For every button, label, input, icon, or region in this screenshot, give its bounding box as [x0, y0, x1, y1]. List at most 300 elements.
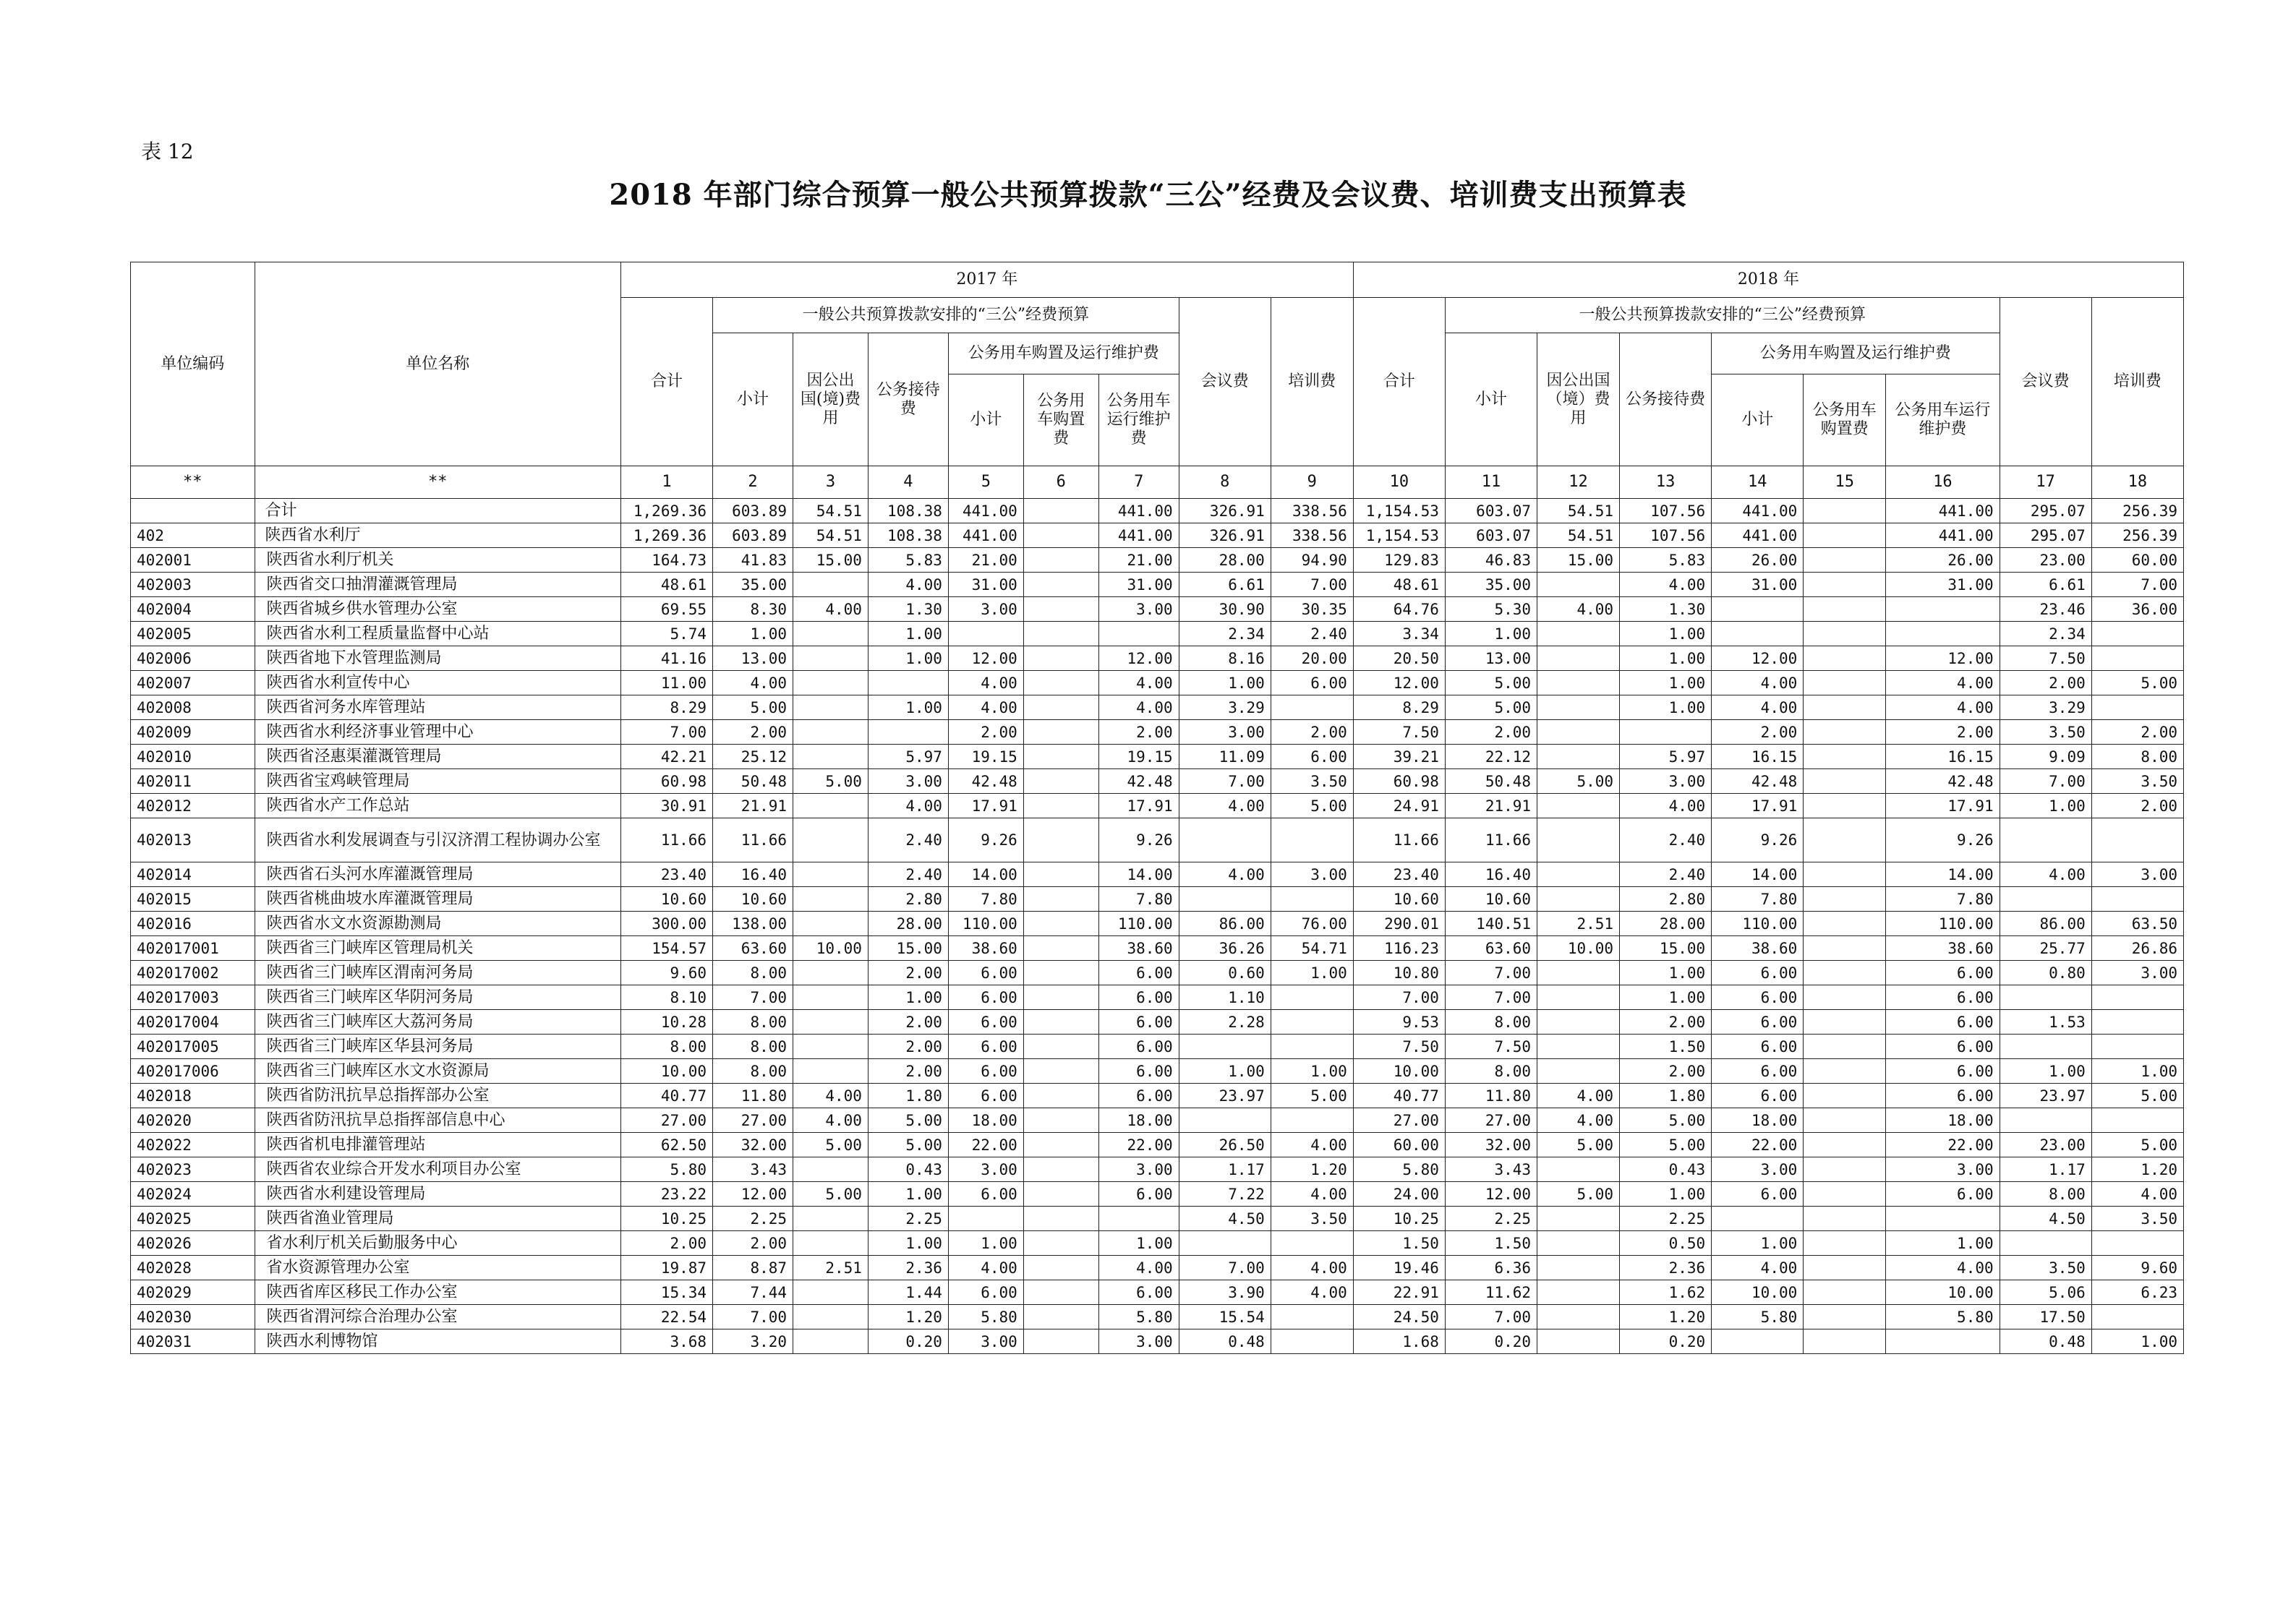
value-cell: 1.00 [1620, 646, 1712, 671]
value-cell: 10.60 [1445, 887, 1537, 912]
value-cell: 11.62 [1445, 1280, 1537, 1305]
value-cell [1023, 794, 1098, 818]
value-cell: 7.00 [1179, 769, 1271, 794]
value-cell: 23.00 [2000, 548, 2091, 573]
value-cell: 1.50 [1620, 1035, 1712, 1059]
value-cell: 25.12 [713, 745, 793, 769]
value-cell [1098, 1207, 1179, 1231]
column-index-cell: 10 [1353, 466, 1445, 499]
unit-code-cell: 402003 [131, 573, 255, 597]
value-cell: 1.30 [1620, 597, 1712, 622]
value-cell: 54.51 [793, 499, 869, 523]
value-cell: 2.40 [1620, 818, 1712, 862]
value-cell [1886, 622, 2000, 646]
value-cell: 0.48 [2000, 1329, 2091, 1354]
value-cell: 10.28 [620, 1010, 712, 1035]
value-cell: 140.51 [1445, 912, 1537, 936]
value-cell: 42.48 [1712, 769, 1804, 794]
value-cell: 41.16 [620, 646, 712, 671]
value-cell: 86.00 [1179, 912, 1271, 936]
value-cell: 6.00 [1098, 961, 1179, 985]
value-cell [1023, 1035, 1098, 1059]
value-cell [793, 671, 869, 695]
value-cell [1023, 597, 1098, 622]
unit-name-cell: 陕西省水利发展调查与引汉济渭工程协调办公室 [255, 818, 620, 862]
value-cell: 8.00 [713, 1059, 793, 1084]
value-cell: 11.80 [1445, 1084, 1537, 1108]
value-cell: 4.50 [2000, 1207, 2091, 1231]
value-cell: 5.80 [1886, 1305, 2000, 1329]
value-cell [793, 646, 869, 671]
value-cell: 1.00 [868, 695, 948, 720]
value-cell [1023, 1329, 1098, 1354]
value-cell: 1.30 [868, 597, 948, 622]
unit-code-cell: 402020 [131, 1108, 255, 1133]
value-cell: 4.00 [948, 695, 1023, 720]
value-cell: 7.50 [1353, 720, 1445, 745]
value-cell [1537, 961, 1620, 985]
value-cell [1537, 1280, 1620, 1305]
value-cell: 3.00 [948, 597, 1023, 622]
value-cell: 0.20 [1445, 1329, 1537, 1354]
value-cell [793, 695, 869, 720]
value-cell: 23.40 [1353, 862, 1445, 887]
value-cell [1804, 912, 1886, 936]
value-cell: 5.00 [2091, 671, 2183, 695]
value-cell: 1.00 [948, 1231, 1023, 1256]
value-cell [1179, 1231, 1271, 1256]
value-cell: 13.00 [713, 646, 793, 671]
value-cell: 2.00 [1886, 720, 2000, 745]
value-cell: 8.00 [2091, 745, 2183, 769]
value-cell [1537, 985, 1620, 1010]
value-cell: 18.00 [1712, 1108, 1804, 1133]
value-cell: 12.00 [948, 646, 1023, 671]
value-cell: 7.50 [2000, 646, 2091, 671]
value-cell: 16.40 [713, 862, 793, 887]
unit-name-cell: 陕西省渭河综合治理办公室 [255, 1305, 620, 1329]
value-cell [1804, 1231, 1886, 1256]
value-cell [1023, 961, 1098, 985]
value-cell: 12.00 [713, 1182, 793, 1207]
value-cell: 2.00 [2091, 720, 2183, 745]
unit-name-cell: 陕西省石头河水库灌溉管理局 [255, 862, 620, 887]
value-cell [1271, 1010, 1353, 1035]
value-cell: 9.26 [1886, 818, 2000, 862]
value-cell: 5.97 [868, 745, 948, 769]
value-cell: 35.00 [713, 573, 793, 597]
value-cell: 4.00 [2091, 1182, 2183, 1207]
value-cell [948, 622, 1023, 646]
unit-code-cell: 402013 [131, 818, 255, 862]
unit-name-cell: 陕西水利博物馆 [255, 1329, 620, 1354]
value-cell [2091, 622, 2183, 646]
value-cell [1804, 720, 1886, 745]
value-cell: 6.23 [2091, 1280, 2183, 1305]
value-cell: 4.00 [1886, 1256, 2000, 1280]
table-row [131, 769, 2184, 794]
value-cell: 5.74 [620, 622, 712, 646]
value-cell: 8.00 [713, 1035, 793, 1059]
value-cell [1804, 1157, 1886, 1182]
unit-code-cell: 402022 [131, 1133, 255, 1157]
value-cell: 31.00 [948, 573, 1023, 597]
value-cell: 1.00 [1620, 622, 1712, 646]
value-cell: 2.00 [948, 720, 1023, 745]
value-cell: 5.00 [1271, 1084, 1353, 1108]
value-cell: 2.25 [1620, 1207, 1712, 1231]
column-index-cell: 3 [793, 466, 869, 499]
unit-code-cell: 402001 [131, 548, 255, 573]
value-cell: 10.25 [620, 1207, 712, 1231]
value-cell: 31.00 [1098, 573, 1179, 597]
unit-code-cell: 402007 [131, 671, 255, 695]
value-cell: 11.80 [713, 1084, 793, 1108]
unit-name-cell: 陕西省水利厅 [255, 523, 620, 548]
value-cell [1179, 1108, 1271, 1133]
value-cell: 48.61 [1353, 573, 1445, 597]
value-cell [1271, 1329, 1353, 1354]
value-cell: 441.00 [948, 523, 1023, 548]
value-cell: 17.91 [948, 794, 1023, 818]
value-cell [1886, 1207, 2000, 1231]
unit-name-cell: 陕西省水利宣传中心 [255, 671, 620, 695]
value-cell: 326.91 [1179, 499, 1271, 523]
header-2017-abroad: 因公出国(境)费用 [793, 333, 869, 466]
value-cell: 7.00 [1445, 1305, 1537, 1329]
value-cell: 23.97 [2000, 1084, 2091, 1108]
value-cell: 441.00 [1886, 523, 2000, 548]
unit-name-cell: 陕西省三门峡库区华县河务局 [255, 1035, 620, 1059]
value-cell: 2.00 [713, 1231, 793, 1256]
value-cell: 40.77 [620, 1084, 712, 1108]
value-cell: 3.50 [2000, 1256, 2091, 1280]
value-cell: 14.00 [1098, 862, 1179, 887]
value-cell [1023, 1207, 1098, 1231]
unit-code-cell: 402006 [131, 646, 255, 671]
unit-code-cell: 402016 [131, 912, 255, 936]
value-cell: 22.91 [1353, 1280, 1445, 1305]
value-cell [793, 1329, 869, 1354]
column-index-cell: 8 [1179, 466, 1271, 499]
value-cell [2000, 818, 2091, 862]
value-cell: 8.10 [620, 985, 712, 1010]
value-cell: 256.39 [2091, 499, 2183, 523]
value-cell: 14.00 [1712, 862, 1804, 887]
value-cell: 6.00 [1271, 671, 1353, 695]
column-index-cell: 15 [1804, 466, 1886, 499]
unit-code-cell [131, 499, 255, 523]
value-cell [1804, 1256, 1886, 1280]
unit-code-cell: 402023 [131, 1157, 255, 1182]
value-cell: 23.40 [620, 862, 712, 887]
header-2017-car-purchase: 公务用车购置费 [1023, 374, 1098, 466]
value-cell [793, 887, 869, 912]
value-cell: 1.20 [1271, 1157, 1353, 1182]
value-cell: 0.43 [868, 1157, 948, 1182]
value-cell [1537, 887, 1620, 912]
value-cell [1804, 818, 1886, 862]
value-cell: 6.00 [948, 1035, 1023, 1059]
value-cell: 6.00 [948, 1182, 1023, 1207]
value-cell: 9.60 [620, 961, 712, 985]
column-index-cell: 11 [1445, 466, 1537, 499]
value-cell: 6.00 [948, 985, 1023, 1010]
value-cell: 1.20 [868, 1305, 948, 1329]
value-cell: 1.00 [1445, 622, 1537, 646]
value-cell: 6.00 [948, 1084, 1023, 1108]
value-cell: 0.80 [2000, 961, 2091, 985]
value-cell: 7.22 [1179, 1182, 1271, 1207]
value-cell: 4.00 [1712, 671, 1804, 695]
value-cell [1023, 720, 1098, 745]
value-cell: 5.00 [2091, 1133, 2183, 1157]
value-cell: 6.00 [1098, 985, 1179, 1010]
table-row [131, 646, 2184, 671]
value-cell [1620, 720, 1712, 745]
value-cell: 6.00 [1712, 1010, 1804, 1035]
unit-name-cell: 陕西省水利经济事业管理中心 [255, 720, 620, 745]
value-cell: 4.00 [1537, 1084, 1620, 1108]
value-cell: 27.00 [620, 1108, 712, 1133]
unit-name-cell: 陕西省水文水资源勘测局 [255, 912, 620, 936]
value-cell: 5.83 [1620, 548, 1712, 573]
value-cell [1804, 1207, 1886, 1231]
value-cell: 15.00 [868, 936, 948, 961]
value-cell: 28.00 [868, 912, 948, 936]
unit-code-cell: 402015 [131, 887, 255, 912]
value-cell: 5.00 [793, 769, 869, 794]
value-cell: 5.00 [793, 1133, 869, 1157]
value-cell: 6.00 [1098, 1010, 1179, 1035]
value-cell: 110.00 [948, 912, 1023, 936]
value-cell: 295.07 [2000, 523, 2091, 548]
value-cell: 1.00 [1620, 695, 1712, 720]
value-cell: 11.00 [620, 671, 712, 695]
value-cell: 1.00 [868, 646, 948, 671]
value-cell: 2.00 [1445, 720, 1537, 745]
header-2018-sangong: 一般公共预算拨款安排的“三公”经费预算 [1445, 298, 2000, 333]
value-cell: 40.77 [1353, 1084, 1445, 1108]
value-cell: 1.00 [1620, 985, 1712, 1010]
value-cell [868, 671, 948, 695]
value-cell [2091, 1231, 2183, 1256]
value-cell [1179, 818, 1271, 862]
value-cell: 1.20 [2091, 1157, 2183, 1182]
value-cell [1023, 936, 1098, 961]
value-cell: 290.01 [1353, 912, 1445, 936]
value-cell [1537, 1207, 1620, 1231]
value-cell: 7.50 [1445, 1035, 1537, 1059]
unit-code-cell: 402 [131, 523, 255, 548]
column-index-cell: 17 [2000, 466, 2091, 499]
value-cell: 6.00 [1098, 1059, 1179, 1084]
value-cell [1804, 862, 1886, 887]
value-cell [1712, 597, 1804, 622]
value-cell: 603.07 [1445, 499, 1537, 523]
value-cell: 1.00 [868, 1231, 948, 1256]
value-cell: 2.40 [868, 818, 948, 862]
value-cell [1804, 769, 1886, 794]
value-cell: 1.44 [868, 1280, 948, 1305]
value-cell: 54.51 [1537, 499, 1620, 523]
value-cell: 4.00 [1620, 794, 1712, 818]
value-cell: 1.00 [1271, 1059, 1353, 1084]
value-cell: 2.51 [793, 1256, 869, 1280]
value-cell: 42.21 [620, 745, 712, 769]
value-cell: 1.00 [1620, 1182, 1712, 1207]
value-cell: 2.00 [620, 1231, 712, 1256]
value-cell: 441.00 [1098, 523, 1179, 548]
value-cell: 21.00 [948, 548, 1023, 573]
value-cell: 6.00 [1712, 1035, 1804, 1059]
value-cell [2091, 985, 2183, 1010]
value-cell: 338.56 [1271, 499, 1353, 523]
value-cell: 26.86 [2091, 936, 2183, 961]
value-cell: 2.36 [1620, 1256, 1712, 1280]
value-cell [1804, 961, 1886, 985]
unit-name-cell: 陕西省城乡供水管理办公室 [255, 597, 620, 622]
value-cell: 24.50 [1353, 1305, 1445, 1329]
value-cell: 3.68 [620, 1329, 712, 1354]
value-cell: 5.00 [1537, 769, 1620, 794]
value-cell: 4.00 [1098, 695, 1179, 720]
value-cell: 2.28 [1179, 1010, 1271, 1035]
value-cell: 3.00 [868, 769, 948, 794]
value-cell [793, 985, 869, 1010]
value-cell: 25.77 [2000, 936, 2091, 961]
value-cell [1023, 1010, 1098, 1035]
value-cell: 9.26 [948, 818, 1023, 862]
value-cell: 22.54 [620, 1305, 712, 1329]
value-cell: 5.00 [1537, 1133, 1620, 1157]
header-2018-total: 合计 [1353, 298, 1445, 466]
value-cell: 4.00 [1271, 1133, 1353, 1157]
value-cell [1804, 745, 1886, 769]
value-cell: 2.00 [868, 1035, 948, 1059]
value-cell: 63.50 [2091, 912, 2183, 936]
value-cell [1179, 887, 1271, 912]
header-2018-car-operation: 公务用车运行维护费 [1886, 374, 2000, 466]
value-cell: 41.83 [713, 548, 793, 573]
value-cell: 64.76 [1353, 597, 1445, 622]
column-index-cell: 12 [1537, 466, 1620, 499]
value-cell: 26.00 [1886, 548, 2000, 573]
value-cell [868, 720, 948, 745]
unit-name-cell: 陕西省防汛抗旱总指挥部信息中心 [255, 1108, 620, 1133]
header-2017-car-operation: 公务用车运行维护费 [1098, 374, 1179, 466]
value-cell [1023, 671, 1098, 695]
column-index-cell: 5 [948, 466, 1023, 499]
unit-code-cell: 402017006 [131, 1059, 255, 1084]
unit-code-cell: 402017005 [131, 1035, 255, 1059]
value-cell [1023, 887, 1098, 912]
value-cell [2000, 1035, 2091, 1059]
unit-code-cell: 402029 [131, 1280, 255, 1305]
value-cell: 107.56 [1620, 499, 1712, 523]
value-cell [1537, 1231, 1620, 1256]
value-cell [1804, 1280, 1886, 1305]
value-cell: 6.00 [1886, 1035, 2000, 1059]
value-cell: 12.00 [1098, 646, 1179, 671]
column-index-cell: ** [131, 466, 255, 499]
table-row [131, 1035, 2184, 1059]
value-cell: 4.00 [1886, 695, 2000, 720]
value-cell [1537, 1157, 1620, 1182]
value-cell: 3.00 [948, 1329, 1023, 1354]
value-cell: 3.00 [2091, 961, 2183, 985]
value-cell: 2.00 [713, 720, 793, 745]
value-cell [1712, 1207, 1804, 1231]
value-cell: 17.91 [1098, 794, 1179, 818]
value-cell: 11.66 [713, 818, 793, 862]
column-index-cell: 14 [1712, 466, 1804, 499]
value-cell [1023, 1108, 1098, 1133]
value-cell: 23.97 [1179, 1084, 1271, 1108]
value-cell: 9.26 [1712, 818, 1804, 862]
value-cell [1804, 1133, 1886, 1157]
value-cell: 6.61 [1179, 573, 1271, 597]
value-cell: 6.00 [1712, 1084, 1804, 1108]
value-cell [793, 862, 869, 887]
value-cell: 6.00 [1886, 1059, 2000, 1084]
value-cell: 1.00 [1620, 961, 1712, 985]
unit-name-cell: 陕西省地下水管理监测局 [255, 646, 620, 671]
value-cell: 16.40 [1445, 862, 1537, 887]
unit-name-cell: 陕西省渔业管理局 [255, 1207, 620, 1231]
value-cell: 326.91 [1179, 523, 1271, 548]
value-cell: 8.00 [1445, 1059, 1537, 1084]
value-cell: 14.00 [948, 862, 1023, 887]
value-cell: 110.00 [1886, 912, 2000, 936]
value-cell: 441.00 [1712, 499, 1804, 523]
value-cell: 4.00 [1271, 1280, 1353, 1305]
value-cell [1271, 1035, 1353, 1059]
value-cell: 23.46 [2000, 597, 2091, 622]
value-cell: 60.98 [620, 769, 712, 794]
value-cell [1023, 646, 1098, 671]
value-cell: 0.20 [1620, 1329, 1712, 1354]
value-cell [1023, 1133, 1098, 1157]
value-cell: 1.00 [1179, 671, 1271, 695]
header-2017-total: 合计 [620, 298, 712, 466]
value-cell: 24.91 [1353, 794, 1445, 818]
value-cell: 20.00 [1271, 646, 1353, 671]
value-cell [1804, 597, 1886, 622]
table-row [131, 1157, 2184, 1182]
column-index-cell: 18 [2091, 466, 2183, 499]
value-cell: 4.00 [1712, 1256, 1804, 1280]
value-cell: 7.00 [620, 720, 712, 745]
value-cell [1023, 499, 1098, 523]
value-cell: 6.00 [1098, 1035, 1179, 1059]
value-cell: 3.50 [2091, 1207, 2183, 1231]
value-cell [1537, 1256, 1620, 1280]
value-cell: 3.20 [713, 1329, 793, 1354]
value-cell: 6.00 [1712, 1182, 1804, 1207]
value-cell: 38.60 [1712, 936, 1804, 961]
value-cell: 22.12 [1445, 745, 1537, 769]
value-cell: 19.87 [620, 1256, 712, 1280]
table-body [131, 499, 2184, 1354]
value-cell: 38.60 [1886, 936, 2000, 961]
value-cell: 30.90 [1179, 597, 1271, 622]
value-cell: 110.00 [1098, 912, 1179, 936]
value-cell [1271, 818, 1353, 862]
value-cell: 22.00 [1098, 1133, 1179, 1157]
value-cell [2091, 887, 2183, 912]
value-cell: 3.43 [1445, 1157, 1537, 1182]
